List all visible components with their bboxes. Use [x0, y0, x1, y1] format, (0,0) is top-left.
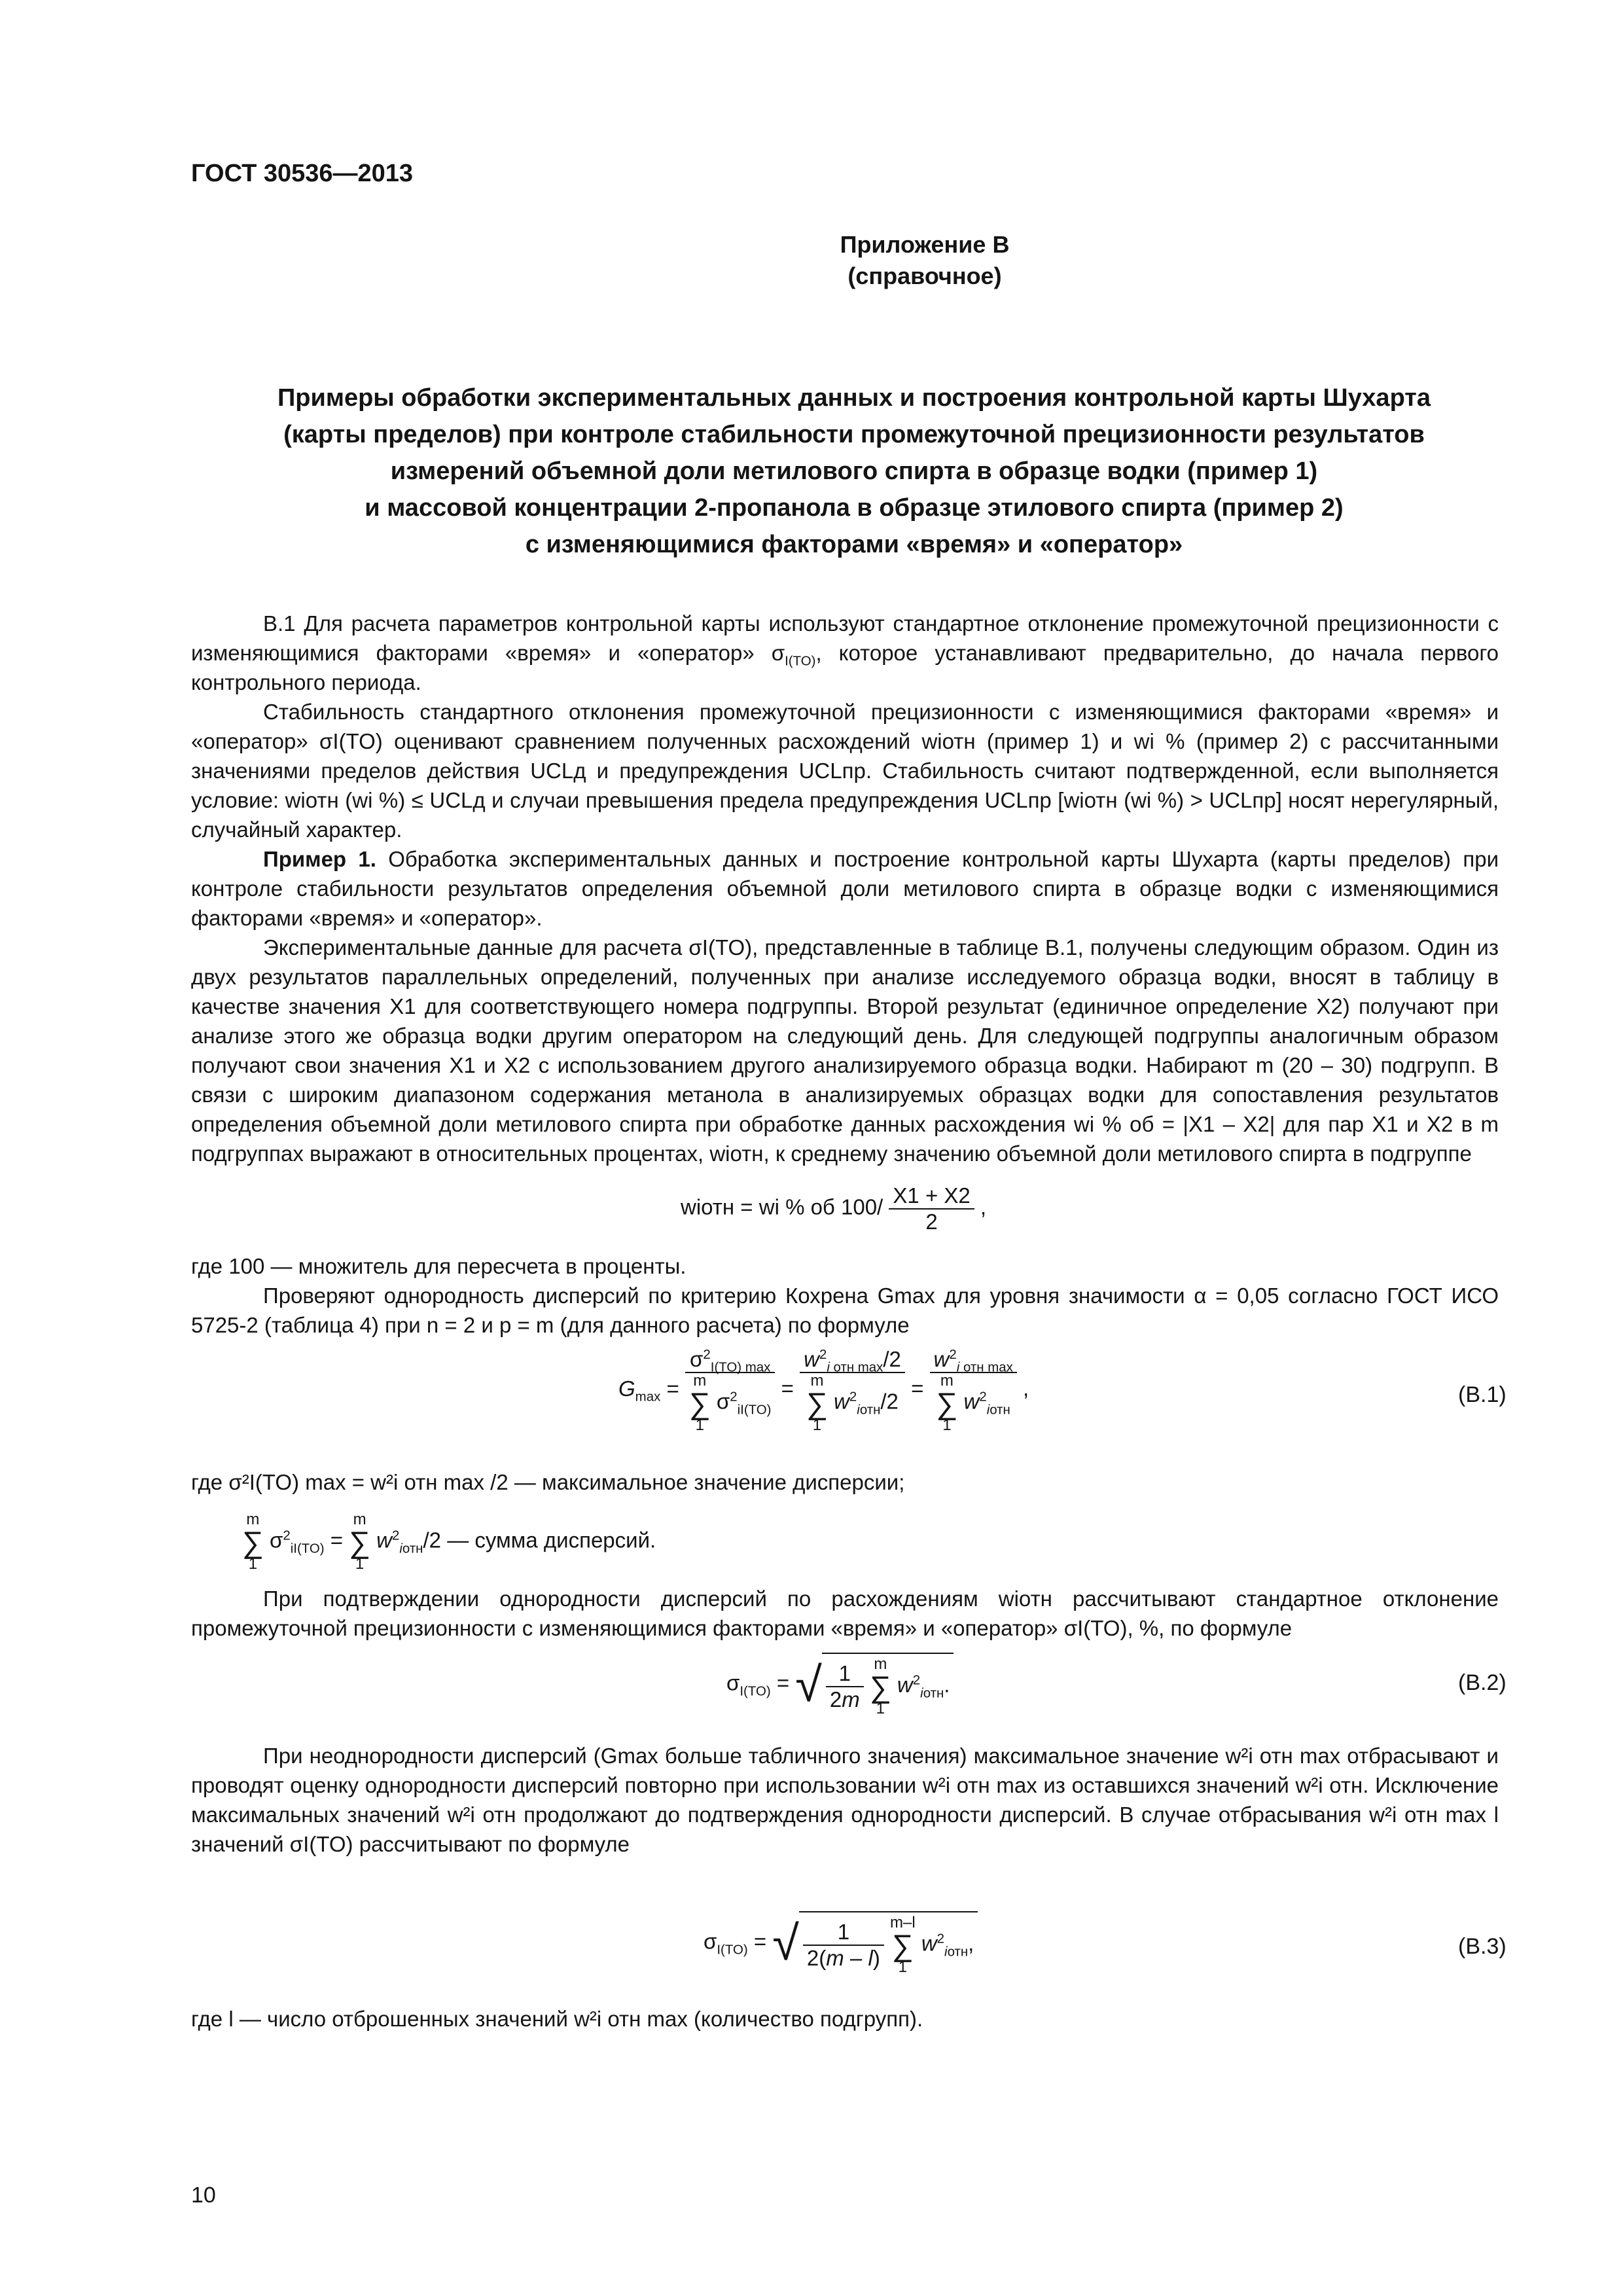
body-section-3: [191, 1584, 1499, 1643]
appendix-label: Приложение В: [840, 231, 1010, 258]
paragraph-homogeneity: При подтверждении однородности дисперсий по расхождениям wiотн рассчитывают стандартное отклонение промежуточной прецизионности с изменяющимися факторами «время» и «оператор» σI(TO), %, по формуле: [191, 1587, 1499, 1640]
title-line: (карты пределов) при контроле стабильности промежуточной прецизионности результатов: [283, 421, 1425, 448]
paragraph-heterogeneity: При неоднородности дисперсий (Gmax больше табличного значения) максимальное значение w²i отн max отбрасывают и проводят оценку однородности дисперсий повторно при использовании w²i отн max из оставшихся значений w²i отн. Исключение максимальных значений w²i отн продолжают до подтверждения однородности дисперсий. В случае отбрасывания w²i отн max l значений σI(TO) рассчитывают по формуле: [191, 1744, 1499, 1856]
formula-sigma-reduced: $\sigma_{I(TO)}$ = √ $\frac{1}{2(m - l)}$ m–l ∑ 1 $w^2_{iотн}$,: [704, 1911, 978, 1975]
page-number: 10: [191, 2183, 216, 2208]
formula-relative-deviation: wiотн = wi % об 100/ $\frac{X1 + X2}{2}$ ,: [681, 1183, 987, 1234]
paragraph-stability: Стабильность стандартного отклонения промежуточной прецизионности с изменяющимися факторами «время» и «оператор» σI(TO) оценивают сравнением полученных расхождений wiотн (пример 1) и wi % (пример 2) с рассчитанными значениями пределов действия UCLд и предупреждения UCLпр. Стабильность считают подтвержденной, если выполняется условие: wiотн (wi %) ≤ UCLд и случаи превышения предела предупреждения UCLпр [wiотн (wi %) > UCLпр] носят нерегулярный, случайный характер.: [191, 700, 1499, 842]
standard-header: ГОСТ 30536—2013: [191, 160, 414, 187]
appendix-heading: [0, 229, 1623, 292]
paragraph-discarded: где l — число отброшенных значений w²i отн max (количество подгрупп).: [191, 2007, 923, 2031]
title-line: измерений объемной доли метилового спирта в образце водки (пример 1): [390, 457, 1318, 485]
equation-number-b2: (В.2): [1458, 1670, 1507, 1695]
formula-cochran: $G_{max}$ = $\sigma^2_{I(TO) max}$ m ∑ 1 $\sigma^2_{iI(TO)}$ = $w^2_{i отн max}/2$ m ∑ 1 $w^2_{iотн}/2$ = $w^2_{i отн max}$ m ∑ 1 $w^2_{iотн}$ ,: [618, 1347, 1029, 1434]
body-section-1: [191, 609, 1499, 1168]
paragraph-example-1: Пример 1. Обработка экспериментальных данных и построение контрольной карты Шухарта (карты пределов) при контроле стабильности результатов определения объемной доли метилового спирта в образце водки с изменяющимися факторами «время» и «оператор».: [191, 847, 1499, 930]
title-line: и массовой концентрации 2-пропанола в образце этилового спирта (пример 2): [365, 494, 1344, 522]
appendix-title: [196, 380, 1512, 563]
body-section-5: [191, 2004, 1499, 2034]
body-section-2: [191, 1251, 1499, 1340]
where-sum-dispersions: m ∑ 1 $\sigma^2_{iI(TO)} = m$ ∑ 1 $w^2_{iотн}/2$ — сумма дисперсий.: [242, 1511, 656, 1573]
equation-number-b3: (В.3): [1458, 1934, 1507, 1959]
title-line: Примеры обработки экспериментальных данных и построения контрольной карты Шухарта: [277, 384, 1431, 412]
where-max-dispersion: где σ²I(TO) max = w²i отн max /2 — максимальное значение дисперсии;: [191, 1470, 905, 1494]
paragraph-b1: В.1 Для расчета параметров контрольной карты используют стандартное отклонение промежуточной прецизионности с изменяющимися факторами «время» и «оператор» $\sigma_{I(TO)}$, которое устанавливают предварительно, до начала первого контрольного периода.: [191, 611, 1499, 694]
paragraph-experimental-data: Экспериментальные данные для расчета σI(TO), представленные в таблице В.1, получены следующим образом. Один из двух результатов параллельных определений, полученных при анализе исследуемого образца водки, вносят в таблицу в качестве значения X1 для соответствующего номера подгруппы. Второй результат (единичное определение X2) получают при анализе этого же образца водки другим оператором на следующий день. Для следующей подгруппы аналогичным образом получают свои значения X1 и X2 с использованием другого анализируемого образца водки. Набирают m (20 – 30) подгрупп. В связи с широким диапазоном содержания метанола в анализируемых образцах водки для сопоставления результатов определения объемной доли метилового спирта при обработке данных расхождения wi % об = |X1 – X2| для пар X1 и X2 в m подгруппах выражают в относительных процентах, wiотн, к среднему значению объемной доли метилового спирта в подгруппе: [191, 935, 1499, 1166]
paragraph-cochran: Проверяют однородность дисперсий по критерию Кохрена Gmax для уровня значимости α = 0,05 согласно ГОСТ ИСО 5725-2 (таблица 4) при n = 2 и p = m (для данного расчета) по формуле: [191, 1283, 1499, 1337]
paragraph-multiplier: где 100 — множитель для пересчета в проценты.: [191, 1254, 687, 1278]
body-section-4: [191, 1741, 1499, 1859]
title-line: с изменяющимися факторами «время» и «оператор»: [525, 531, 1183, 558]
formula-sigma: $\sigma_{I(TO)}$ = √ $\frac{1}{2m}$ m ∑ 1 $w^2_{iотн}$.: [726, 1653, 954, 1717]
appendix-type: (справочное): [847, 262, 1002, 289]
equation-number-b1: (В.1): [1458, 1382, 1507, 1407]
